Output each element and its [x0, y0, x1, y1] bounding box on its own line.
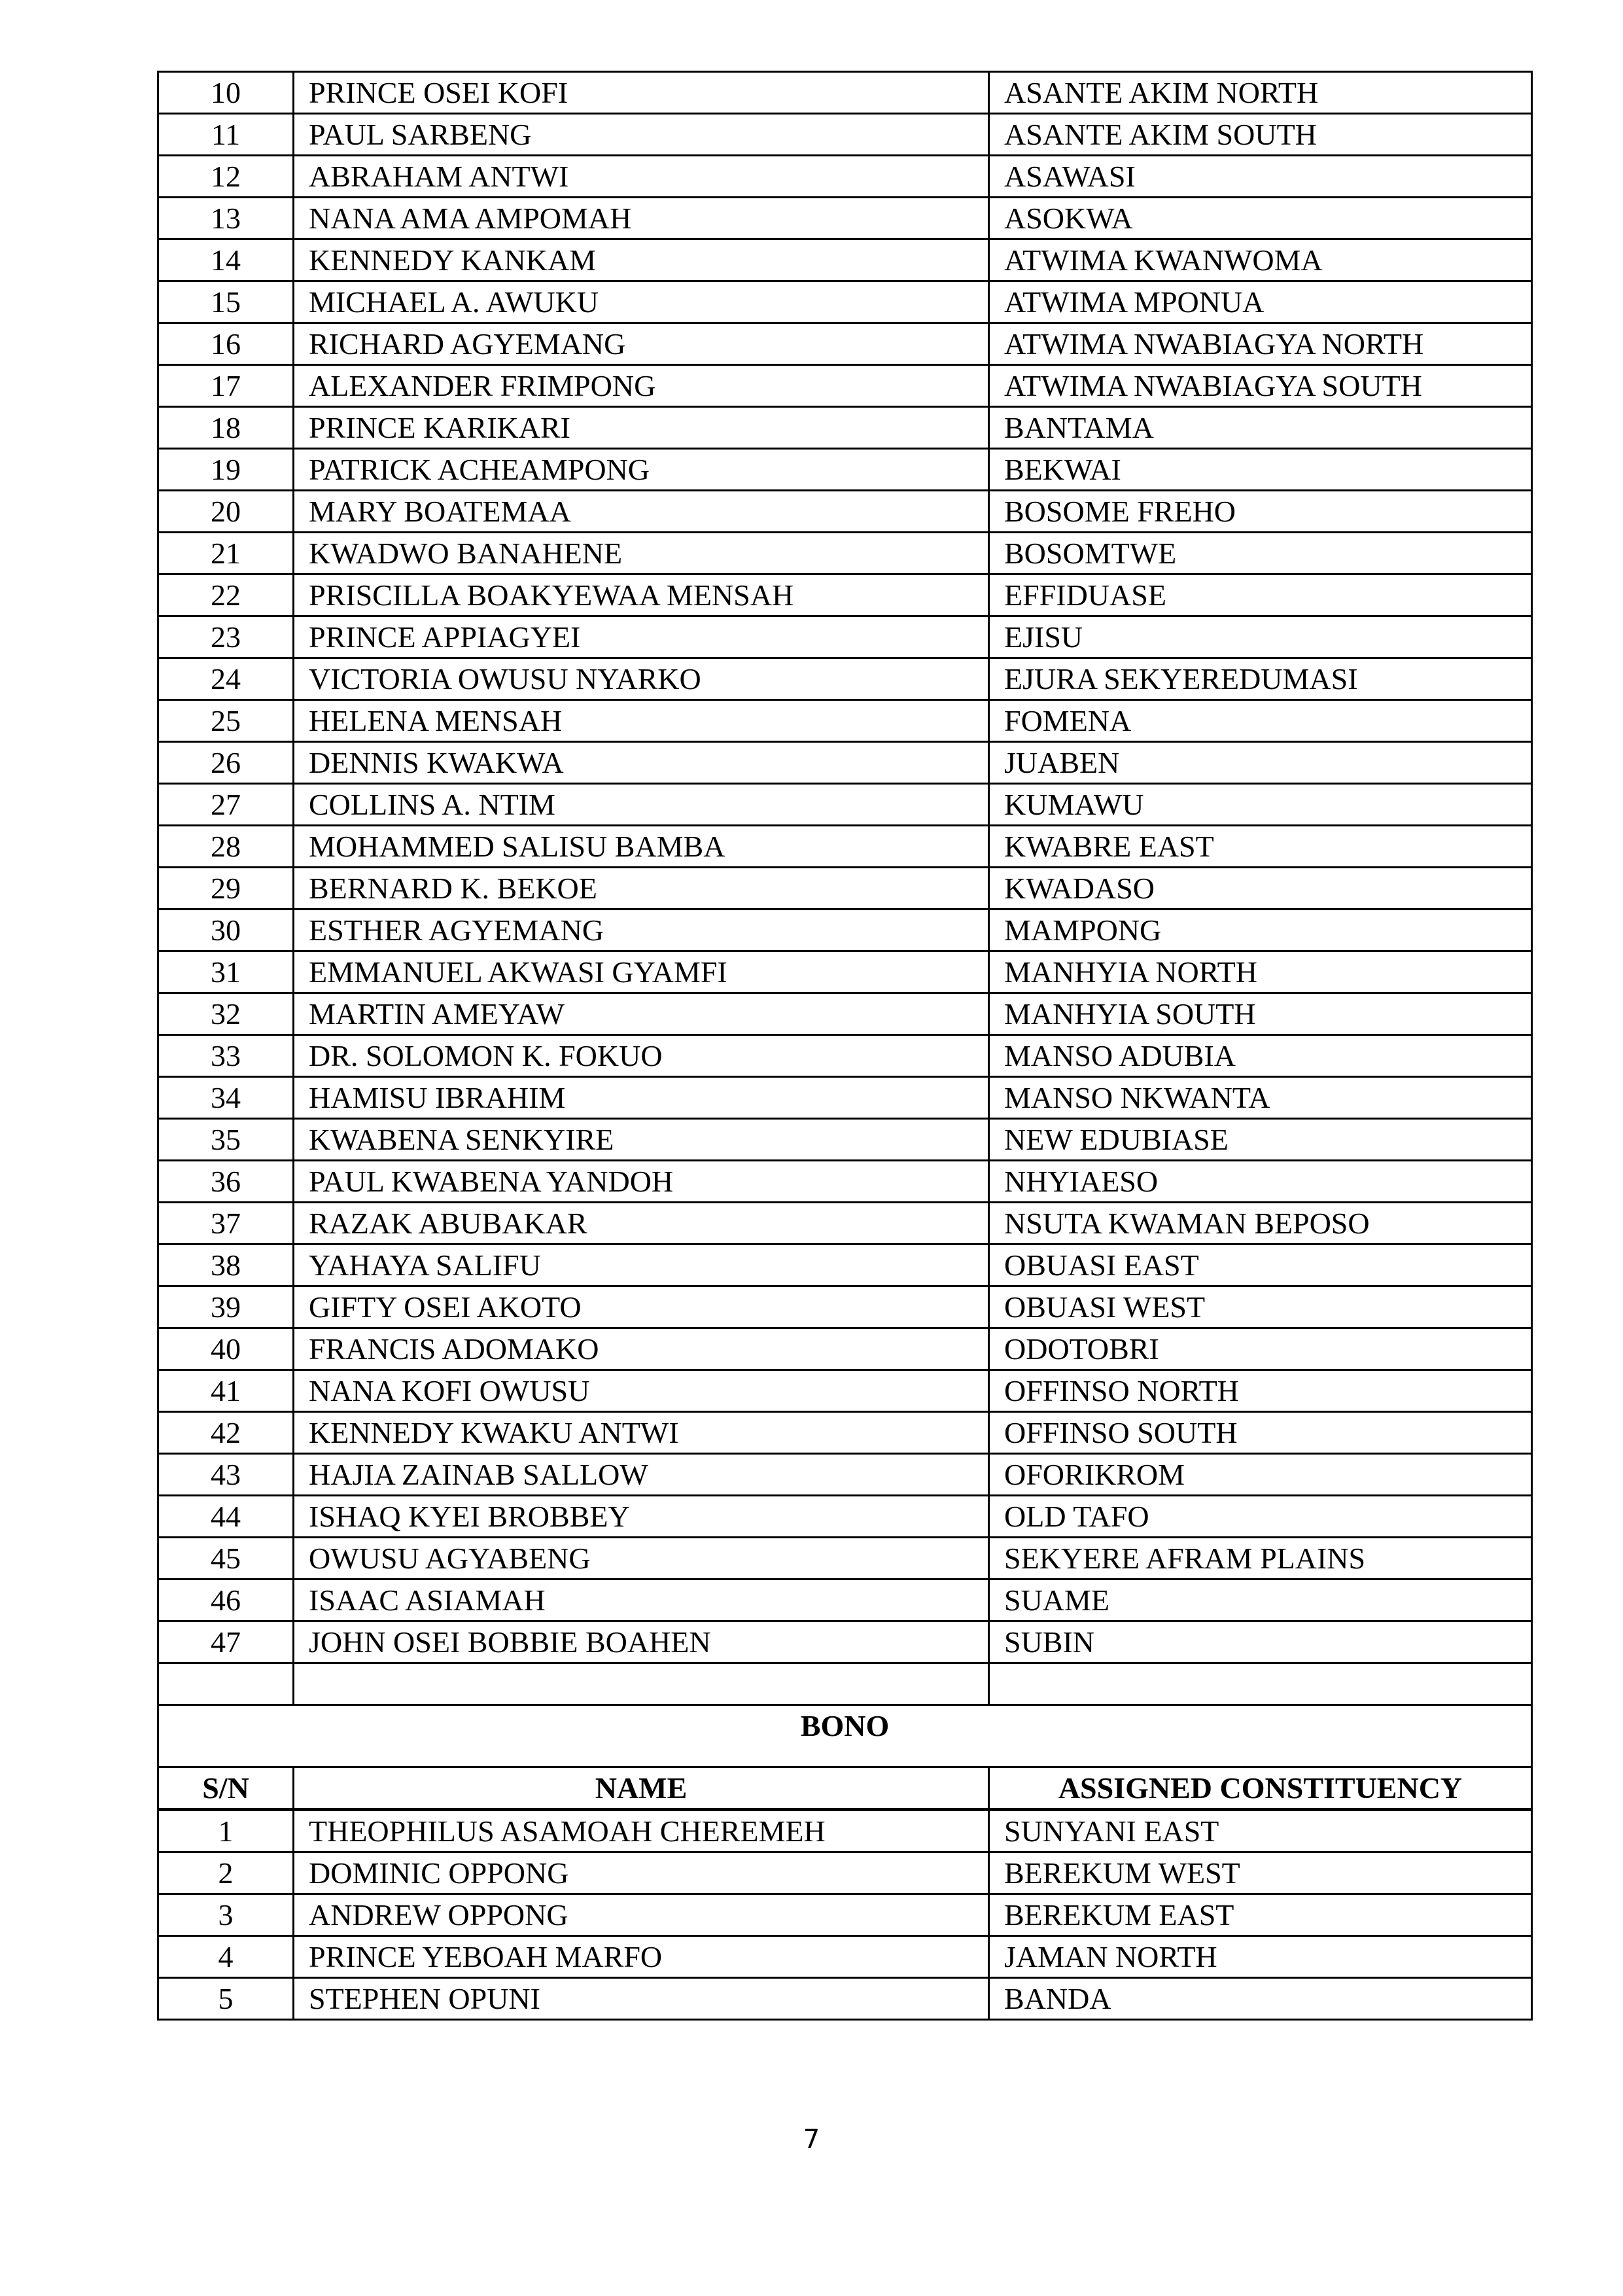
table-row	[158, 1538, 1532, 1580]
table-row	[158, 1286, 1532, 1328]
ashanti-rows	[158, 72, 1532, 1663]
table-row	[158, 114, 1532, 156]
name-cell: NANA KOFI OWUSU	[294, 1370, 989, 1412]
table-row	[158, 951, 1532, 993]
table-row	[158, 868, 1532, 910]
constituency-cell: ASOKWA	[989, 198, 1532, 239]
serial-number-cell: 35	[158, 1119, 294, 1161]
table-row	[158, 574, 1532, 616]
serial-number-cell: 26	[158, 742, 294, 784]
serial-number-cell: 43	[158, 1454, 294, 1496]
name-cell: ABRAHAM ANTWI	[294, 156, 989, 198]
serial-number-cell: 4	[158, 1936, 294, 1978]
constituency-cell: NSUTA KWAMAN BEPOSO	[989, 1203, 1532, 1245]
table-row	[158, 239, 1532, 281]
name-cell: ISAAC ASIAMAH	[294, 1580, 989, 1621]
serial-number-cell: 32	[158, 993, 294, 1035]
table-row	[158, 826, 1532, 868]
bono-rows	[158, 1810, 1532, 2020]
constituency-cell: OFFINSO NORTH	[989, 1370, 1532, 1412]
constituency-cell: SEKYERE AFRAM PLAINS	[989, 1538, 1532, 1580]
serial-number-cell: 44	[158, 1496, 294, 1538]
serial-number-cell: 25	[158, 700, 294, 742]
constituency-cell: ASANTE AKIM NORTH	[989, 72, 1532, 114]
column-header-row	[158, 1767, 1532, 1810]
name-cell: OWUSU AGYABENG	[294, 1538, 989, 1580]
serial-number-cell: 10	[158, 72, 294, 114]
table-row	[158, 1328, 1532, 1370]
constituency-cell: ASAWASI	[989, 156, 1532, 198]
constituency-cell: EJURA SEKYEREDUMASI	[989, 658, 1532, 700]
serial-number-cell: 1	[158, 1810, 294, 1852]
constituency-cell: BANDA	[989, 1978, 1532, 2020]
serial-number-cell: 15	[158, 281, 294, 323]
constituency-cell: BEKWAI	[989, 449, 1532, 491]
name-cell: MARTIN AMEYAW	[294, 993, 989, 1035]
name-cell: PRINCE YEBOAH MARFO	[294, 1936, 989, 1978]
header-name: NAME	[294, 1767, 989, 1810]
name-cell: ESTHER AGYEMANG	[294, 910, 989, 951]
constituency-cell: MANSO NKWANTA	[989, 1077, 1532, 1119]
name-cell: RICHARD AGYEMANG	[294, 323, 989, 365]
serial-number-cell: 38	[158, 1245, 294, 1286]
serial-number-cell: 16	[158, 323, 294, 365]
table-row	[158, 156, 1532, 198]
serial-number-cell: 21	[158, 533, 294, 574]
constituency-cell: EJISU	[989, 616, 1532, 658]
page-number: 7	[803, 2125, 820, 2155]
name-cell: PRINCE APPIAGYEI	[294, 616, 989, 658]
name-cell: GIFTY OSEI AKOTO	[294, 1286, 989, 1328]
serial-number-cell: 37	[158, 1203, 294, 1245]
serial-number-cell: 31	[158, 951, 294, 993]
serial-number-cell: 18	[158, 407, 294, 449]
constituency-cell: SUBIN	[989, 1621, 1532, 1663]
table-row	[158, 365, 1532, 407]
name-cell: PAUL KWABENA YANDOH	[294, 1161, 989, 1203]
constituency-cell: OBUASI EAST	[989, 1245, 1532, 1286]
constituency-cell: ATWIMA NWABIAGYA NORTH	[989, 323, 1532, 365]
serial-number-cell: 24	[158, 658, 294, 700]
serial-number-cell: 17	[158, 365, 294, 407]
constituency-cell: ASANTE AKIM SOUTH	[989, 114, 1532, 156]
constituency-cell: MANHYIA SOUTH	[989, 993, 1532, 1035]
constituency-cell: OBUASI WEST	[989, 1286, 1532, 1328]
serial-number-cell: 11	[158, 114, 294, 156]
blank-cell-sn	[158, 1663, 294, 1705]
table-row	[158, 1621, 1532, 1663]
constituency-cell: KWABRE EAST	[989, 826, 1532, 868]
table-row	[158, 1454, 1532, 1496]
constituency-cell: NHYIAESO	[989, 1161, 1532, 1203]
serial-number-cell: 33	[158, 1035, 294, 1077]
table-row	[158, 449, 1532, 491]
serial-number-cell: 46	[158, 1580, 294, 1621]
region-title: BONO	[158, 1705, 1532, 1767]
table-row	[158, 742, 1532, 784]
serial-number-cell: 5	[158, 1978, 294, 2020]
constituency-cell: KUMAWU	[989, 784, 1532, 826]
table-row	[158, 491, 1532, 533]
constituency-cell: ATWIMA NWABIAGYA SOUTH	[989, 365, 1532, 407]
name-cell: ALEXANDER FRIMPONG	[294, 365, 989, 407]
serial-number-cell: 22	[158, 574, 294, 616]
table-row	[158, 1936, 1532, 1978]
name-cell: FRANCIS ADOMAKO	[294, 1328, 989, 1370]
constituency-cell: MANHYIA NORTH	[989, 951, 1532, 993]
name-cell: THEOPHILUS ASAMOAH CHEREMEH	[294, 1810, 989, 1852]
blank-separator	[158, 1663, 1532, 1705]
table-row	[158, 1119, 1532, 1161]
blank-cell-constituency	[989, 1663, 1532, 1705]
name-cell: DR. SOLOMON K. FOKUO	[294, 1035, 989, 1077]
constituency-assignment-table	[157, 71, 1533, 2021]
name-cell: ISHAQ KYEI BROBBEY	[294, 1496, 989, 1538]
name-cell: HAMISU IBRAHIM	[294, 1077, 989, 1119]
constituency-cell: BEREKUM EAST	[989, 1894, 1532, 1936]
serial-number-cell: 20	[158, 491, 294, 533]
name-cell: PRISCILLA BOAKYEWAA MENSAH	[294, 574, 989, 616]
table-row	[158, 616, 1532, 658]
header-constituency: ASSIGNED CONSTITUENCY	[989, 1767, 1532, 1810]
table-row	[158, 1203, 1532, 1245]
constituency-cell: BOSOMTWE	[989, 533, 1532, 574]
table-row	[158, 533, 1532, 574]
constituency-cell: OFORIKROM	[989, 1454, 1532, 1496]
name-cell: MOHAMMED SALISU BAMBA	[294, 826, 989, 868]
blank-cell-name	[294, 1663, 989, 1705]
table-row	[158, 1245, 1532, 1286]
constituency-cell: EFFIDUASE	[989, 574, 1532, 616]
name-cell: STEPHEN OPUNI	[294, 1978, 989, 2020]
name-cell: JOHN OSEI BOBBIE BOAHEN	[294, 1621, 989, 1663]
name-cell: HELENA MENSAH	[294, 700, 989, 742]
serial-number-cell: 27	[158, 784, 294, 826]
bono-section	[158, 1705, 1532, 1810]
table-row	[158, 1496, 1532, 1538]
name-cell: BERNARD K. BEKOE	[294, 868, 989, 910]
constituency-cell: JAMAN NORTH	[989, 1936, 1532, 1978]
serial-number-cell: 47	[158, 1621, 294, 1663]
constituency-cell: SUNYANI EAST	[989, 1810, 1532, 1852]
blank-row	[158, 1663, 1532, 1705]
name-cell: COLLINS A. NTIM	[294, 784, 989, 826]
name-cell: RAZAK ABUBAKAR	[294, 1203, 989, 1245]
name-cell: PATRICK ACHEAMPONG	[294, 449, 989, 491]
serial-number-cell: 3	[158, 1894, 294, 1936]
name-cell: PRINCE KARIKARI	[294, 407, 989, 449]
serial-number-cell: 14	[158, 239, 294, 281]
serial-number-cell: 12	[158, 156, 294, 198]
constituency-cell: BANTAMA	[989, 407, 1532, 449]
table-row	[158, 198, 1532, 239]
table-row	[158, 1978, 1532, 2020]
serial-number-cell: 36	[158, 1161, 294, 1203]
name-cell: KWABENA SENKYIRE	[294, 1119, 989, 1161]
name-cell: NANA AMA AMPOMAH	[294, 198, 989, 239]
header-sn: S/N	[158, 1767, 294, 1810]
table-row	[158, 1852, 1532, 1894]
serial-number-cell: 19	[158, 449, 294, 491]
table-row	[158, 1580, 1532, 1621]
name-cell: KENNEDY KWAKU ANTWI	[294, 1412, 989, 1454]
table-row	[158, 910, 1532, 951]
name-cell: KWADWO BANAHENE	[294, 533, 989, 574]
serial-number-cell: 13	[158, 198, 294, 239]
name-cell: KENNEDY KANKAM	[294, 239, 989, 281]
name-cell: ANDREW OPPONG	[294, 1894, 989, 1936]
serial-number-cell: 23	[158, 616, 294, 658]
table-row	[158, 993, 1532, 1035]
name-cell: VICTORIA OWUSU NYARKO	[294, 658, 989, 700]
table-row	[158, 1370, 1532, 1412]
table-row	[158, 700, 1532, 742]
serial-number-cell: 34	[158, 1077, 294, 1119]
name-cell: PRINCE OSEI KOFI	[294, 72, 989, 114]
name-cell: DOMINIC OPPONG	[294, 1852, 989, 1894]
name-cell: PAUL SARBENG	[294, 114, 989, 156]
serial-number-cell: 29	[158, 868, 294, 910]
constituency-cell: MANSO ADUBIA	[989, 1035, 1532, 1077]
table-row	[158, 1412, 1532, 1454]
name-cell: MICHAEL A. AWUKU	[294, 281, 989, 323]
constituency-cell: MAMPONG	[989, 910, 1532, 951]
table-row	[158, 1035, 1532, 1077]
constituency-cell: OFFINSO SOUTH	[989, 1412, 1532, 1454]
serial-number-cell: 28	[158, 826, 294, 868]
constituency-cell: NEW EDUBIASE	[989, 1119, 1532, 1161]
name-cell: DENNIS KWAKWA	[294, 742, 989, 784]
table-row	[158, 1077, 1532, 1119]
table-row	[158, 407, 1532, 449]
name-cell: MARY BOATEMAA	[294, 491, 989, 533]
constituency-cell: ODOTOBRI	[989, 1328, 1532, 1370]
serial-number-cell: 41	[158, 1370, 294, 1412]
serial-number-cell: 40	[158, 1328, 294, 1370]
table-row	[158, 72, 1532, 114]
serial-number-cell: 30	[158, 910, 294, 951]
table-row	[158, 323, 1532, 365]
table-row	[158, 1810, 1532, 1852]
serial-number-cell: 39	[158, 1286, 294, 1328]
serial-number-cell: 42	[158, 1412, 294, 1454]
serial-number-cell: 45	[158, 1538, 294, 1580]
table-row	[158, 1894, 1532, 1936]
constituency-cell: BEREKUM WEST	[989, 1852, 1532, 1894]
constituency-cell: ATWIMA KWANWOMA	[989, 239, 1532, 281]
constituency-cell: FOMENA	[989, 700, 1532, 742]
constituency-cell: OLD TAFO	[989, 1496, 1532, 1538]
table-row	[158, 1161, 1532, 1203]
table-row	[158, 658, 1532, 700]
constituency-cell: JUABEN	[989, 742, 1532, 784]
serial-number-cell: 2	[158, 1852, 294, 1894]
constituency-cell: ATWIMA MPONUA	[989, 281, 1532, 323]
table-row	[158, 784, 1532, 826]
name-cell: HAJIA ZAINAB SALLOW	[294, 1454, 989, 1496]
region-heading-row	[158, 1705, 1532, 1767]
constituency-cell: BOSOME FREHO	[989, 491, 1532, 533]
constituency-cell: KWADASO	[989, 868, 1532, 910]
name-cell: YAHAYA SALIFU	[294, 1245, 989, 1286]
constituency-cell: SUAME	[989, 1580, 1532, 1621]
name-cell: EMMANUEL AKWASI GYAMFI	[294, 951, 989, 993]
table-row	[158, 281, 1532, 323]
